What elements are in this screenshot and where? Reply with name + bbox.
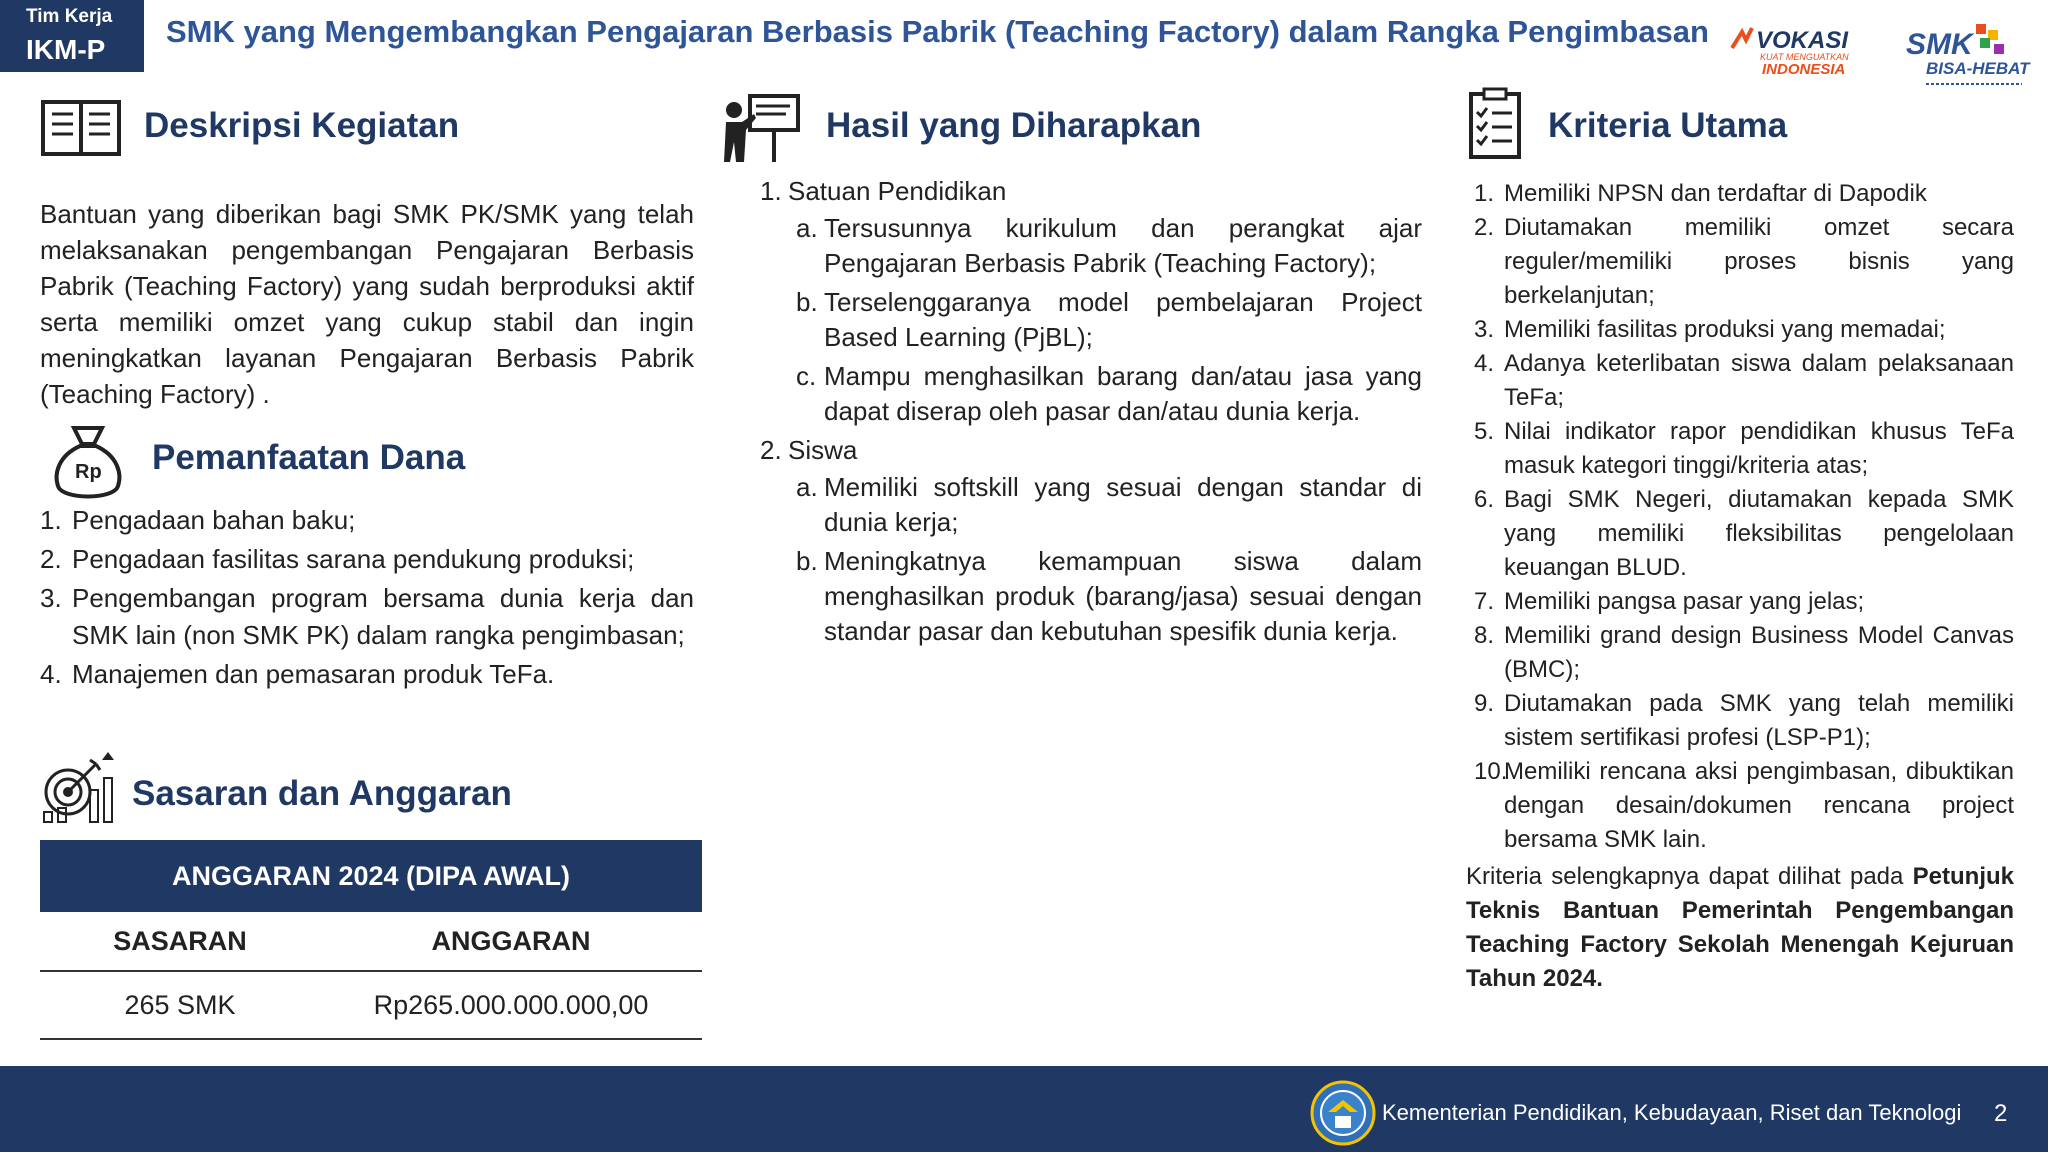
list-item-number: c. xyxy=(796,361,817,391)
list-item-text: Memiliki pangsa pasar yang jelas; xyxy=(1504,588,1865,615)
target-chart-icon xyxy=(40,748,118,824)
list-item xyxy=(1474,211,2014,313)
list-item-number: a. xyxy=(796,213,818,243)
list-item-text: Memiliki fasilitas produksi yang memadai; xyxy=(1504,316,1946,343)
vokasi-logo xyxy=(1722,18,1872,80)
team-tag xyxy=(0,0,144,72)
list-item-number: a. xyxy=(796,472,818,502)
list-item-text: Diutamakan memiliki omzet secara reguler/memiliki proses bisnis yang berkelanjutan; xyxy=(1504,214,2014,309)
hasil-group-2-title: Siswa xyxy=(788,435,858,465)
list-item-text: Bagi SMK Negeri, diutamakan kepada SMK yang memiliki fleksibilitas pengelolaan keuangan BLUD. xyxy=(1504,486,2014,581)
list-item xyxy=(796,470,1422,540)
list-item xyxy=(1474,687,2014,755)
list-item-number: 4. xyxy=(1474,350,1495,377)
list-item-text: Adanya keterlibatan siswa dalam pelaksanaan TeFa; xyxy=(1504,350,2014,411)
team-label: Tim Kerja xyxy=(26,6,113,27)
list-item xyxy=(40,541,694,578)
svg-text:INDONESIA: INDONESIA xyxy=(1762,61,1846,78)
list-item-text: Meningkatnya kemampuan siswa dalam menghasilkan produk (barang/jasa) sesuai dengan standar pasar dan kebutuhan spesifik dunia kerja. xyxy=(824,546,1422,646)
list-item-text: Memiliki NPSN dan terdaftar di Dapodik xyxy=(1504,180,1927,207)
hasil-title: Hasil yang Diharapkan xyxy=(826,106,1202,145)
list-item xyxy=(1474,619,2014,687)
list-item xyxy=(40,502,694,539)
list-item xyxy=(1474,177,2014,211)
team-name: IKM-P xyxy=(26,34,106,65)
hasil-group-2-items xyxy=(760,470,1422,649)
list-item-number: 1. xyxy=(40,505,62,535)
list-item-text: Nilai indikator rapor pendidikan khusus TeFa masuk kategori tinggi/kriteria atas; xyxy=(1504,418,2014,479)
smk-bisa-hebat-logo xyxy=(1902,14,2032,94)
list-item-number: 1. xyxy=(1474,180,1495,207)
list-item xyxy=(40,656,694,693)
hasil-group-1-items xyxy=(760,211,1422,429)
hasil-list xyxy=(760,174,1422,653)
kriteria-title: Kriteria Utama xyxy=(1548,106,1788,145)
budget-table-title: ANGGARAN 2024 (DIPA AWAL) xyxy=(40,840,702,912)
list-item xyxy=(1474,313,2014,347)
kriteria-list xyxy=(1474,177,2014,857)
hasil-group-1-num: 1. xyxy=(760,176,782,206)
kriteria-note xyxy=(1466,860,2014,996)
hasil-group-1 xyxy=(760,174,1422,209)
row-sasaran: 265 SMK xyxy=(124,989,236,1020)
list-item-number: 3. xyxy=(40,583,62,613)
svg-text:SMK: SMK xyxy=(1906,28,1973,61)
list-item-text: Memiliki rencana aksi pengimbasan, dibuktikan dengan desain/dokumen rencana project bersama SMK lain. xyxy=(1504,758,2014,853)
pemanfaatan-list xyxy=(40,502,694,695)
list-item-text: Manajemen dan pemasaran produk TeFa. xyxy=(72,659,555,689)
kriteria-note-bold: Petunjuk Teknis Bantuan Pemerintah Pengembangan Teaching Factory Sekolah Menengah Kejuruan Tahun 2024. xyxy=(1466,863,2014,992)
col-anggaran: ANGGARAN xyxy=(431,925,591,956)
list-item xyxy=(1474,483,2014,585)
list-item-number: b. xyxy=(796,287,818,317)
hasil-group-2-num: 2. xyxy=(760,435,782,465)
deskripsi-title: Deskripsi Kegiatan xyxy=(144,106,460,145)
list-item-number: 5. xyxy=(1474,418,1495,445)
list-item-text: Memiliki softskill yang sesuai dengan standar di dunia kerja; xyxy=(824,472,1422,537)
list-item-text: Terselenggaranya model pembelajaran Project Based Learning (PjBL); xyxy=(824,287,1422,352)
list-item-number: 7. xyxy=(1474,588,1495,615)
footer-bar xyxy=(0,1066,2048,1152)
book-icon xyxy=(40,96,122,160)
list-item-text: Diutamakan pada SMK yang telah memiliki sistem sertifikasi profesi (LSP-P1); xyxy=(1504,690,2014,751)
list-item-number: 9. xyxy=(1474,690,1495,717)
pemanfaatan-title: Pemanfaatan Dana xyxy=(152,438,466,477)
list-item-text: Memiliki grand design Business Model Canvas (BMC); xyxy=(1504,622,2014,683)
budget-table-header xyxy=(40,912,702,972)
list-item xyxy=(796,359,1422,429)
list-item-number: 2. xyxy=(40,544,62,574)
money-bag-label: Rp xyxy=(75,461,102,483)
money-bag-icon xyxy=(52,422,124,504)
list-item-text: Tersusunnya kurikulum dan perangkat ajar Pengajaran Berbasis Pabrik (Teaching Factory); xyxy=(824,213,1422,278)
list-item xyxy=(796,544,1422,649)
page-title: SMK yang Mengembangkan Pengajaran Berbasis Pabrik (Teaching Factory) dalam Rangka Pengimbasan xyxy=(166,14,1709,49)
row-anggaran: Rp265.000.000.000,00 xyxy=(373,989,649,1020)
list-item xyxy=(1474,347,2014,415)
list-item xyxy=(796,285,1422,355)
page-number: 2 xyxy=(1994,1100,2008,1127)
list-item xyxy=(1474,755,2014,857)
list-item xyxy=(1474,415,2014,483)
ministry-name: Kementerian Pendidikan, Kebudayaan, Riset dan Teknologi xyxy=(1382,1100,1962,1125)
list-item-text: Pengembangan program bersama dunia kerja dan SMK lain (non SMK PK) dalam rangka pengimbasan; xyxy=(72,583,694,650)
list-item-number: 8. xyxy=(1474,622,1495,649)
svg-text:KUAT MENGUATKAN: KUAT MENGUATKAN xyxy=(1760,52,1849,62)
list-item xyxy=(796,211,1422,281)
deskripsi-text: Bantuan yang diberikan bagi SMK PK/SMK yang telah melaksanakan pengembangan Pengajaran Berbasis Pabrik (Teaching Factory) yang sudah berproduksi aktif serta memiliki omzet yang cukup stabil dan ingin meningkatkan layanan Pengajaran Berbasis Pabrik (Teaching Factory) . xyxy=(40,199,694,409)
list-item-number: b. xyxy=(796,546,818,576)
list-item-number: 6. xyxy=(1474,486,1495,513)
list-item-number: 4. xyxy=(40,659,62,689)
list-item-number: 2. xyxy=(1474,214,1495,241)
checklist-icon xyxy=(1468,86,1522,160)
list-item-number: 10. xyxy=(1474,758,1508,785)
hasil-group-1-title: Satuan Pendidikan xyxy=(788,176,1007,206)
list-item-text: Pengadaan fasilitas sarana pendukung produksi; xyxy=(72,544,635,574)
table-row xyxy=(40,972,702,1040)
list-item-text: Mampu menghasilkan barang dan/atau jasa yang dapat diserap oleh pasar dan/atau dunia kerja. xyxy=(824,361,1422,426)
list-item xyxy=(1474,585,2014,619)
svg-text:BISA-HEBAT: BISA-HEBAT xyxy=(1926,59,2030,78)
svg-text:VOKASI: VOKASI xyxy=(1756,27,1849,54)
presenter-icon xyxy=(720,92,802,164)
hasil-group-2 xyxy=(760,433,1422,468)
sasaran-title: Sasaran dan Anggaran xyxy=(132,774,512,813)
list-item-number: 3. xyxy=(1474,316,1495,343)
kriteria-note-plain: Kriteria selengkapnya dapat dilihat pada xyxy=(1466,863,1904,890)
list-item-text: Pengadaan bahan baku; xyxy=(72,505,356,535)
tut-wuri-handayani-emblem xyxy=(1310,1080,1376,1146)
col-sasaran: SASARAN xyxy=(113,925,247,956)
budget-table xyxy=(40,840,702,1040)
list-item xyxy=(40,580,694,654)
